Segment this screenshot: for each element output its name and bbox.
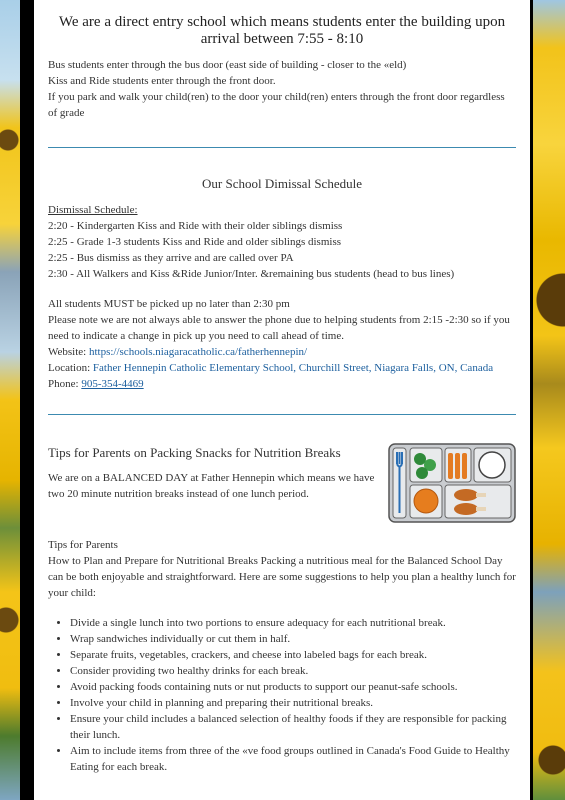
tips-intro: How to Plan and Prepare for Nutritional Breaks Packing a nutritious meal for the Balanced School Day can be both enjoyable and straightforward. Here are some suggestions to help you plan a healthy lunch for your child: (48, 555, 516, 599)
tips-label: Tips for Parents (48, 539, 118, 551)
snacks-intro: We are on a BALANCED DAY at Father Hennepin which means we have two 20 minute nutrition breaks instead of one lunch period. (48, 472, 375, 500)
schedule-item: 2:30 - All Walkers and Kiss &Ride Junior/Inter. &remaining bus students (head to bus lines) (48, 268, 455, 280)
list-item: • Consider providing two healthy drinks for each break. (70, 663, 516, 679)
list-item: • Separate fruits, vegetables, crackers, and cheese into labeled bags for each break. (70, 647, 516, 663)
location-link[interactable]: Father Hennepin Catholic Elementary School, Churchill Street, Niagara Falls, ON, Canada (92, 362, 494, 374)
phone-note: Please note we are not always able to answer the phone due to helping students from 2:15 -2:30 so if you need to indicate a change in pick up you need to call ahead of time. (48, 314, 510, 342)
list-item: • Involve your child in planning and preparing their nutritional breaks. (70, 695, 516, 711)
entry-headline: We are a direct entry school which means students enter the building upon arrival between 7:55 - 8:10 (58, 14, 506, 47)
website-label: Website: (48, 346, 89, 358)
schedule-heading: Dismissal Schedule: (48, 204, 138, 216)
newsletter-page (34, 0, 530, 800)
phone-line (48, 376, 516, 392)
sunflower-background-right (533, 0, 565, 800)
list-item: • Ensure your child includes a balanced selection of healthy foods if they are responsible for packing their lunch. (70, 711, 516, 743)
schedule-item: 2:25 - Bus dismiss as they arrive and are called over PA (48, 252, 294, 264)
phone-link[interactable]: 905-354-4469 (81, 378, 144, 390)
section-divider (48, 147, 516, 148)
phone-label: Phone: (48, 378, 82, 390)
sunflower-background-left (0, 0, 20, 800)
location-label: Location: (48, 362, 93, 374)
list-item: • Avoid packing foods containing nuts or nut products to support our peanut-safe schools. (70, 679, 516, 695)
section-divider (48, 414, 516, 415)
website-link[interactable]: https://schools.niagaracatholic.ca/fatherhennepin/ (88, 346, 308, 358)
list-item: • Divide a single lunch into two portions to ensure adequacy for each nutritional break. (70, 615, 516, 631)
dismissal-title: Our School Dimissal Schedule (202, 176, 362, 191)
website-line (48, 344, 516, 360)
entry-line-bus: Bus students enter through the bus door (east side of building - closer to the «eld) (48, 59, 407, 71)
list-item: • Aim to include items from three of the «ve food groups outlined in Canada's Food Guide to Healthy Eating for each break. (70, 743, 516, 775)
schedule-item: 2:25 - Grade 1-3 students Kiss and Ride and older siblings dismiss (48, 236, 342, 248)
entry-instructions (48, 57, 516, 121)
entry-line-kiss-ride: Kiss and Ride students enter through the front door. (48, 75, 276, 87)
contact-info (48, 296, 516, 392)
entry-line-park-walk: If you park and walk your child(ren) to the door your child(ren) enters through the front door regardless of grade (48, 91, 505, 119)
tips-list (48, 615, 516, 775)
lunch-tray-icon (388, 443, 516, 523)
location-line (48, 360, 516, 376)
snacks-title: Tips for Parents on Packing Snacks for Nutrition Breaks (48, 445, 341, 460)
list-item: • Wrap sandwiches individually or cut them in half. (70, 631, 516, 647)
tips-section (48, 537, 516, 775)
snacks-header (48, 445, 516, 523)
pickup-note: All students MUST be picked up no later than 2:30 pm (48, 298, 290, 310)
schedule-item: 2:20 - Kindergarten Kiss and Ride with their older siblings dismiss (48, 220, 343, 232)
dismissal-schedule (48, 202, 516, 282)
